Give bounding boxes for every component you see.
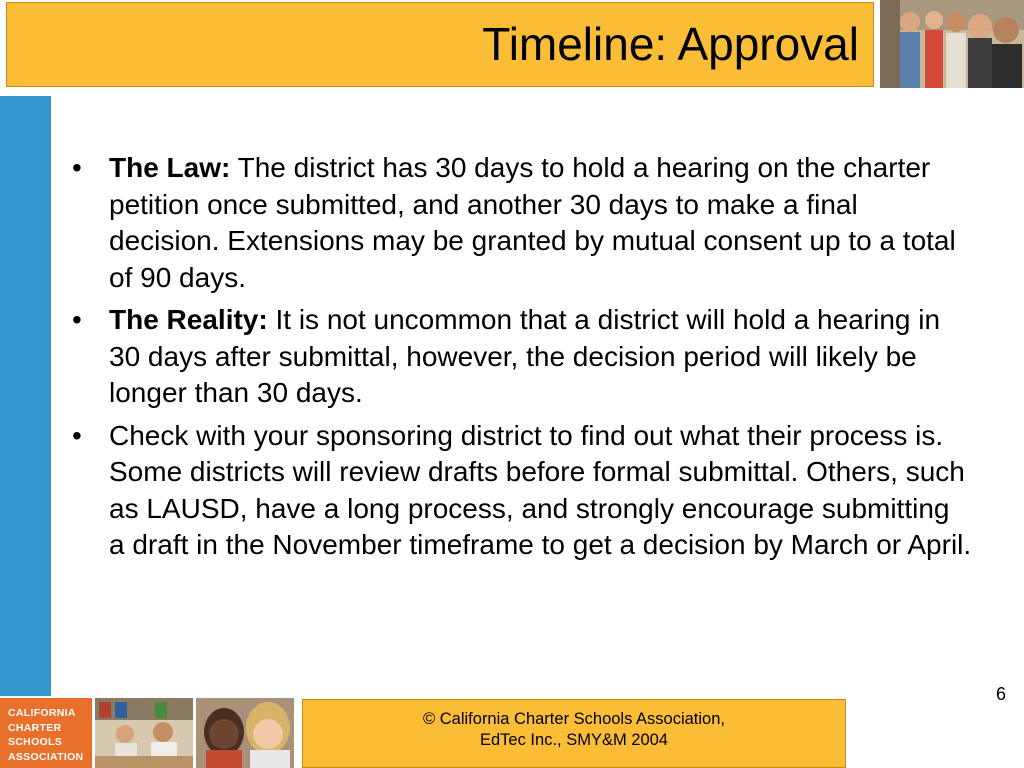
title-bar bbox=[6, 2, 874, 87]
copyright-line-2: EdTec Inc., SMY&M 2004 bbox=[479, 731, 668, 749]
bullet-text: It is not uncommon that a district will hold a hearing in 30 days after submittal, however, the decision period will likely be longer than 30 days. bbox=[109, 304, 941, 408]
bullet-list bbox=[72, 150, 972, 570]
logo-line: SCHOOLS bbox=[8, 736, 63, 748]
footer-photo-classroom bbox=[95, 698, 193, 768]
bullet-marker: • bbox=[72, 419, 82, 451]
logo-line: ASSOCIATION bbox=[8, 750, 84, 763]
bullet-text: The district has 30 days to hold a hearing on the charter petition once submitted, and another 30 days to make a final decision. Extensions may be granted by mutual consent up to a total of 90 days. bbox=[109, 152, 956, 293]
page-number: 6 bbox=[996, 684, 1007, 704]
bullet-heading: The Reality: bbox=[109, 304, 268, 335]
side-accent-strip bbox=[0, 96, 51, 696]
bullet-item bbox=[72, 418, 972, 564]
children-photo bbox=[880, 0, 1024, 88]
bullet-marker: • bbox=[72, 152, 82, 183]
copyright-box bbox=[302, 699, 846, 768]
logo-line: CHARTER bbox=[8, 721, 62, 734]
logo-line: CALIFORNIA bbox=[8, 707, 76, 719]
footer-photo-students bbox=[196, 698, 294, 768]
ccsa-logo bbox=[0, 698, 92, 768]
bullet-text: Check with your sponsoring district to find out what their process is. Some districts will review drafts before formal submittal. Others, such as LAUSD, have a long process, and strongly encourage submitting a draft in the November timeframe to get a decision by March or April. bbox=[109, 419, 972, 560]
copyright-line-1: © California Charter Schools Association, bbox=[423, 710, 725, 728]
bullet-heading: The Law: bbox=[109, 152, 231, 183]
bullet-item bbox=[72, 150, 972, 296]
bullet-item bbox=[72, 302, 972, 412]
slide-title: Timeline: Approval bbox=[482, 18, 859, 70]
bullet-marker: • bbox=[72, 304, 82, 335]
